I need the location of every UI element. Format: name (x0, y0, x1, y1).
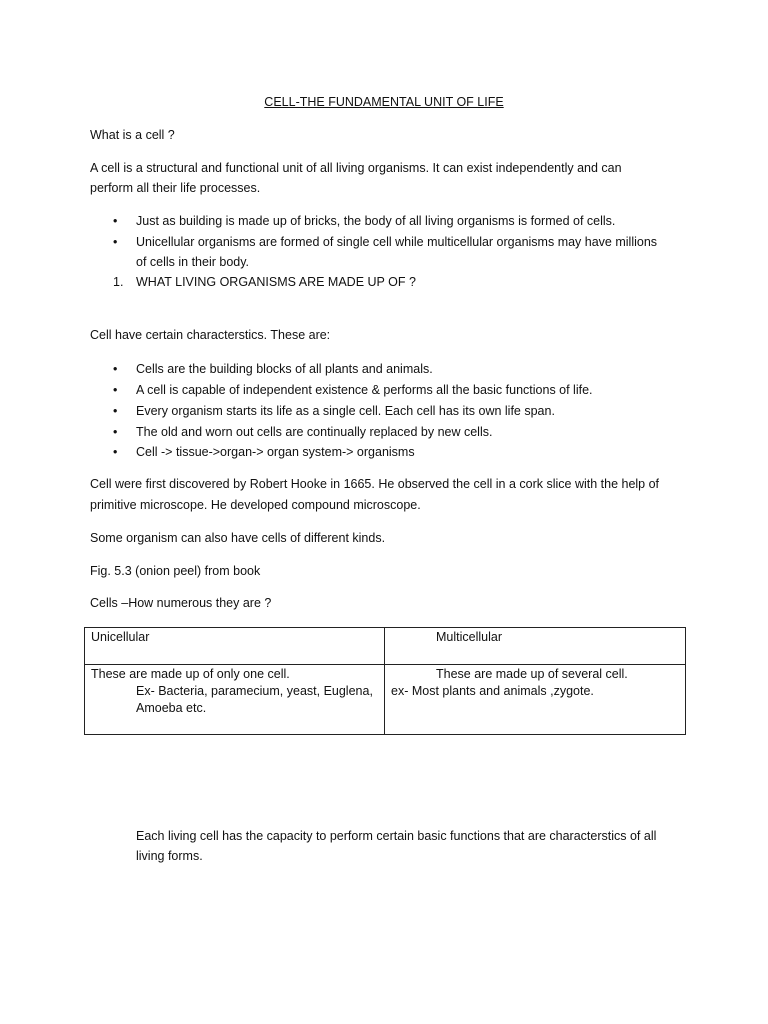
bullet-unicellular-line-2: of cells in their body. (136, 255, 250, 269)
bullet-marker: • (113, 445, 118, 459)
bullet-marker: • (113, 235, 118, 249)
multicellular-line-2: ex- Most plants and animals ,zygote. (391, 684, 594, 698)
characteristic-item: The old and worn out cells are continually replaced by new cells. (136, 425, 493, 439)
characteristic-item: Every organism starts its life as a single cell. Each cell has its own life span. (136, 404, 555, 418)
characteristics-intro: Cell have certain characterstics. These are: (90, 328, 331, 342)
cell-types-table (84, 627, 686, 735)
table-header-cell (385, 628, 686, 665)
numbered-question: WHAT LIVING ORGANISMS ARE MADE UP OF ? (136, 275, 416, 289)
header-multicellular: Multicellular (436, 630, 502, 644)
page-title: CELL-THE FUNDAMENTAL UNIT OF LIFE (264, 95, 504, 109)
unicellular-line-2: Ex- Bacteria, paramecium, yeast, Euglena, (136, 684, 373, 698)
characteristic-item: Cells are the building blocks of all plants and animals. (136, 362, 433, 376)
definition-line-1: A cell is a structural and functional unit of all living organisms. It can exist independently and can (90, 161, 622, 175)
table-header-cell (85, 628, 385, 665)
discovery-line-2: primitive microscope. He developed compound microscope. (90, 498, 421, 512)
table-cell-unicellular (85, 665, 385, 735)
unicellular-line-1: These are made up of only one cell. (91, 667, 290, 681)
header-unicellular: Unicellular (91, 630, 150, 644)
discovery-line-1: Cell were first discovered by Robert Hooke in 1665. He observed the cell in a cork slice with the help of (90, 477, 660, 491)
characteristic-item: Cell -> tissue->organ-> organ system-> organisms (136, 445, 415, 459)
figure-reference: Fig. 5.3 (onion peel) from book (90, 564, 261, 578)
how-numerous-heading: Cells –How numerous they are ? (90, 596, 272, 610)
bullet-marker: • (113, 362, 118, 376)
definition-line-2: perform all their life processes. (90, 181, 261, 195)
bullet-marker: • (113, 404, 118, 418)
closing-line-1: Each living cell has the capacity to perform certain basic functions that are characterstics of all (136, 829, 657, 843)
bullet-marker: • (113, 214, 118, 228)
question-what-is-cell: What is a cell ? (90, 128, 175, 142)
unicellular-line-3: Amoeba etc. (136, 701, 207, 715)
table-cell-multicellular (385, 665, 686, 735)
bullet-marker: • (113, 383, 118, 397)
numbered-marker: 1. (113, 275, 124, 289)
bullet-unicellular-line-1: Unicellular organisms are formed of single cell while multicellular organisms may have millions (136, 235, 658, 249)
different-kinds-text: Some organism can also have cells of different kinds. (90, 531, 386, 545)
bullet-marker: • (113, 425, 118, 439)
closing-line-2: living forms. (136, 849, 203, 863)
characteristic-item: A cell is capable of independent existence & performs all the basic functions of life. (136, 383, 593, 397)
bullet-bricks: Just as building is made up of bricks, the body of all living organisms is formed of cells. (136, 214, 616, 228)
multicellular-line-1: These are made up of several cell. (436, 667, 628, 681)
